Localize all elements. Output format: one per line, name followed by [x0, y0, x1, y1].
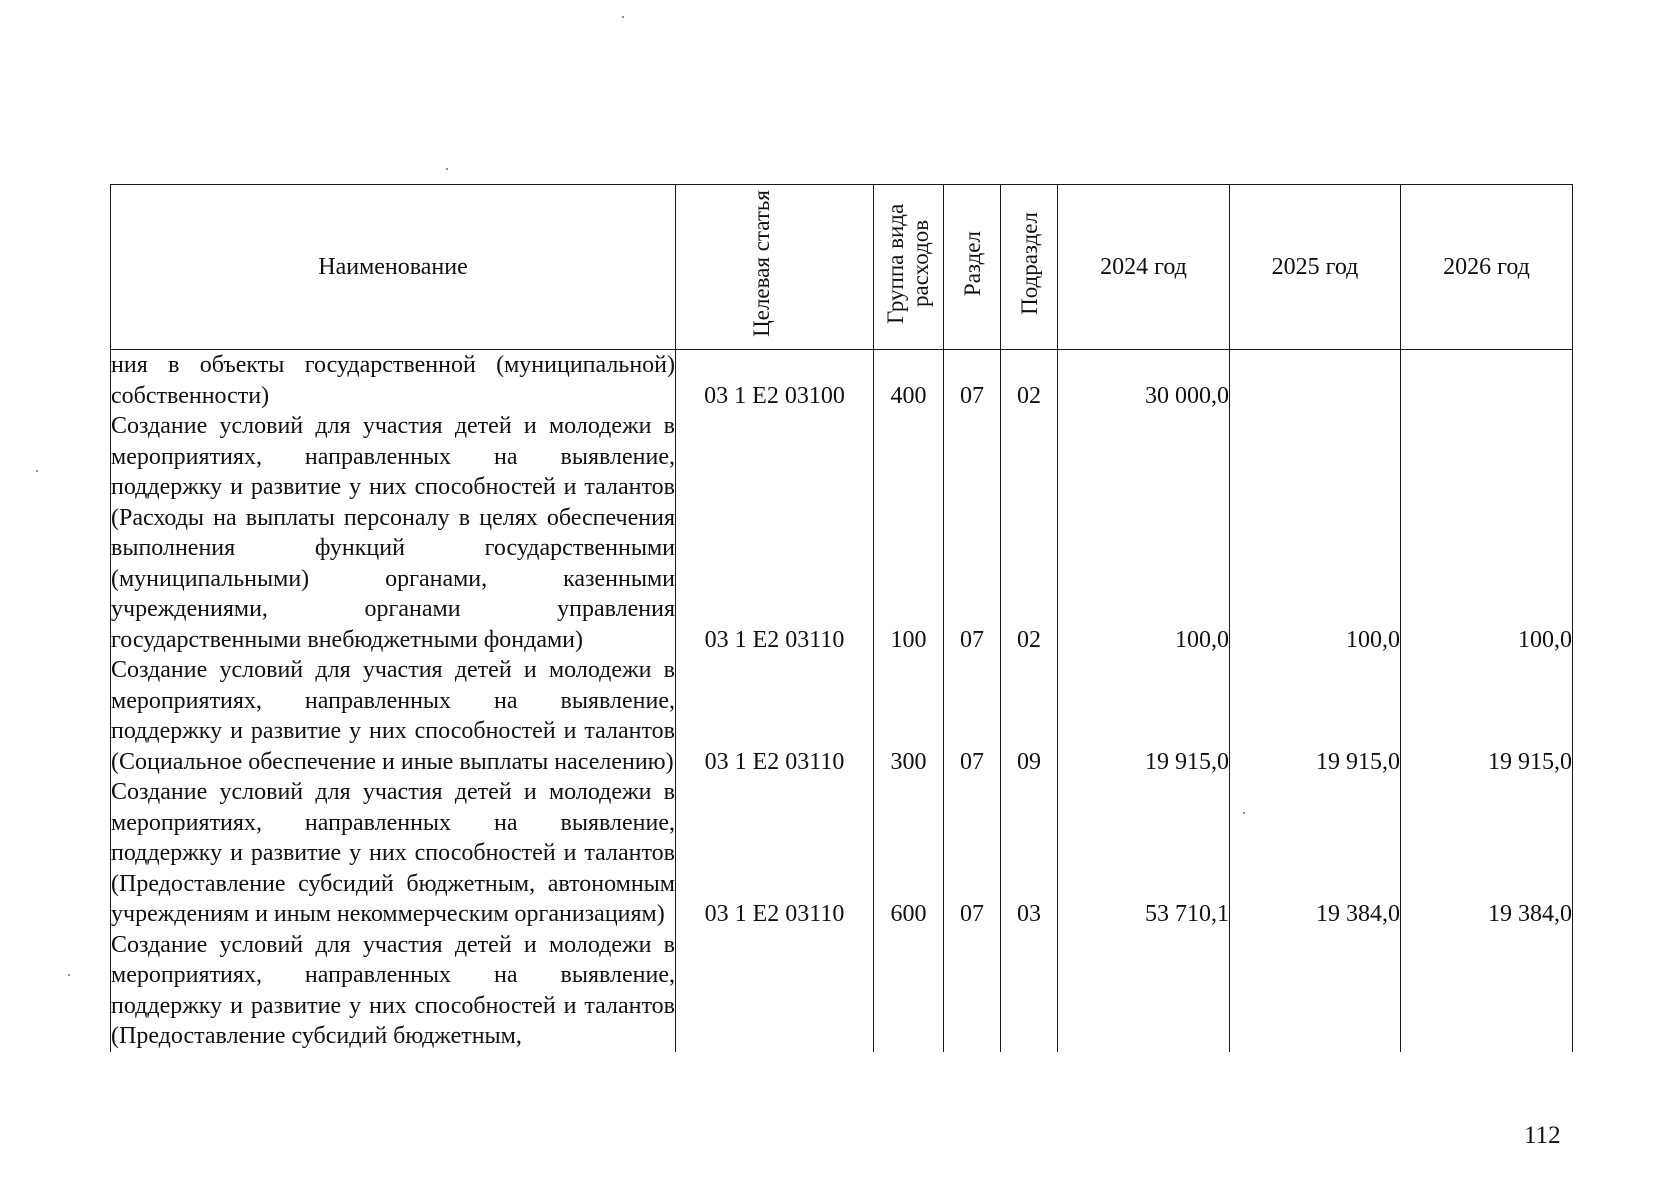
row-name: Создание условий для участия детей и молодежи в мероприятиях, направленных на выявление, поддержку и развитие у них способностей и талантов (Социальное обеспечение и иные выплаты населению): [111, 655, 676, 777]
row-target: 03 1 E2 03110: [676, 777, 874, 930]
row-2025: [1230, 350, 1401, 412]
row-2026: [1401, 350, 1573, 412]
row-group: [874, 930, 944, 1052]
header-2026: 2026 год: [1401, 185, 1573, 350]
row-name: Создание условий для участия детей и молодежи в мероприятиях, направленных на выявление, поддержку и развитие у них способностей и талантов (Предоставление субсидий бюджетным, автономным учреждениям и иным некоммерческим организациям): [111, 777, 676, 930]
table-row: [111, 411, 1573, 655]
header-subsection: Подраздел: [1001, 185, 1058, 350]
header-2024: 2024 год: [1058, 185, 1230, 350]
row-subsection: 03: [1001, 777, 1058, 930]
row-name: Создание условий для участия детей и молодежи в мероприятиях, направленных на выявление, поддержку и развитие у них способностей и талантов (Расходы на выплаты персоналу в целях обеспечения выполнения функций государственными (муниципальными) органами, казенными учреждениями, органами управления государственными внебюджетными фондами): [111, 411, 676, 655]
row-name: Создание условий для участия детей и молодежи в мероприятиях, направленных на выявление, поддержку и развитие у них способностей и талантов (Предоставление субсидий бюджетным,: [111, 930, 676, 1052]
row-section: [944, 930, 1001, 1052]
row-2024: 19 915,0: [1058, 655, 1230, 777]
header-target: Целевая статья: [676, 185, 874, 350]
row-section: 07: [944, 350, 1001, 412]
scan-speck: [446, 168, 448, 170]
row-group: 400: [874, 350, 944, 412]
row-subsection: [1001, 930, 1058, 1052]
row-group: 100: [874, 411, 944, 655]
row-target: 03 1 E2 03110: [676, 655, 874, 777]
row-group: 300: [874, 655, 944, 777]
row-subsection: 02: [1001, 411, 1058, 655]
row-target: 03 1 E2 03110: [676, 411, 874, 655]
row-2024: 53 710,1: [1058, 777, 1230, 930]
row-section: 07: [944, 411, 1001, 655]
scan-speck: [36, 470, 38, 472]
table-header-row: [111, 185, 1573, 350]
row-2024: [1058, 930, 1230, 1052]
row-2026: 19 384,0: [1401, 777, 1573, 930]
header-section: Раздел: [944, 185, 1001, 350]
row-2026: [1401, 930, 1573, 1052]
row-group: 600: [874, 777, 944, 930]
header-2025: 2025 год: [1230, 185, 1401, 350]
header-name: Наименование: [111, 185, 676, 350]
row-2026: 100,0: [1401, 411, 1573, 655]
table-row: [111, 350, 1573, 412]
row-section: 07: [944, 655, 1001, 777]
scan-speck: [68, 974, 70, 976]
table-row: [111, 655, 1573, 777]
scan-speck: [1243, 812, 1245, 814]
row-subsection: 02: [1001, 350, 1058, 412]
row-2025: 19 915,0: [1230, 655, 1401, 777]
table-row: [111, 930, 1573, 1052]
table-row: [111, 777, 1573, 930]
row-section: 07: [944, 777, 1001, 930]
row-target: [676, 930, 874, 1052]
row-target: 03 1 E2 03100: [676, 350, 874, 412]
row-2024: 100,0: [1058, 411, 1230, 655]
budget-table: [110, 184, 1573, 1052]
page-number: 112: [1524, 1122, 1561, 1149]
row-subsection: 09: [1001, 655, 1058, 777]
row-name: ния в объекты государственной (муниципальной) собственности): [111, 350, 676, 412]
row-2024: 30 000,0: [1058, 350, 1230, 412]
row-2026: 19 915,0: [1401, 655, 1573, 777]
scan-speck: [622, 16, 624, 18]
row-2025: [1230, 930, 1401, 1052]
row-2025: 100,0: [1230, 411, 1401, 655]
row-2025: 19 384,0: [1230, 777, 1401, 930]
header-group: Группа вида расходов: [874, 185, 944, 350]
